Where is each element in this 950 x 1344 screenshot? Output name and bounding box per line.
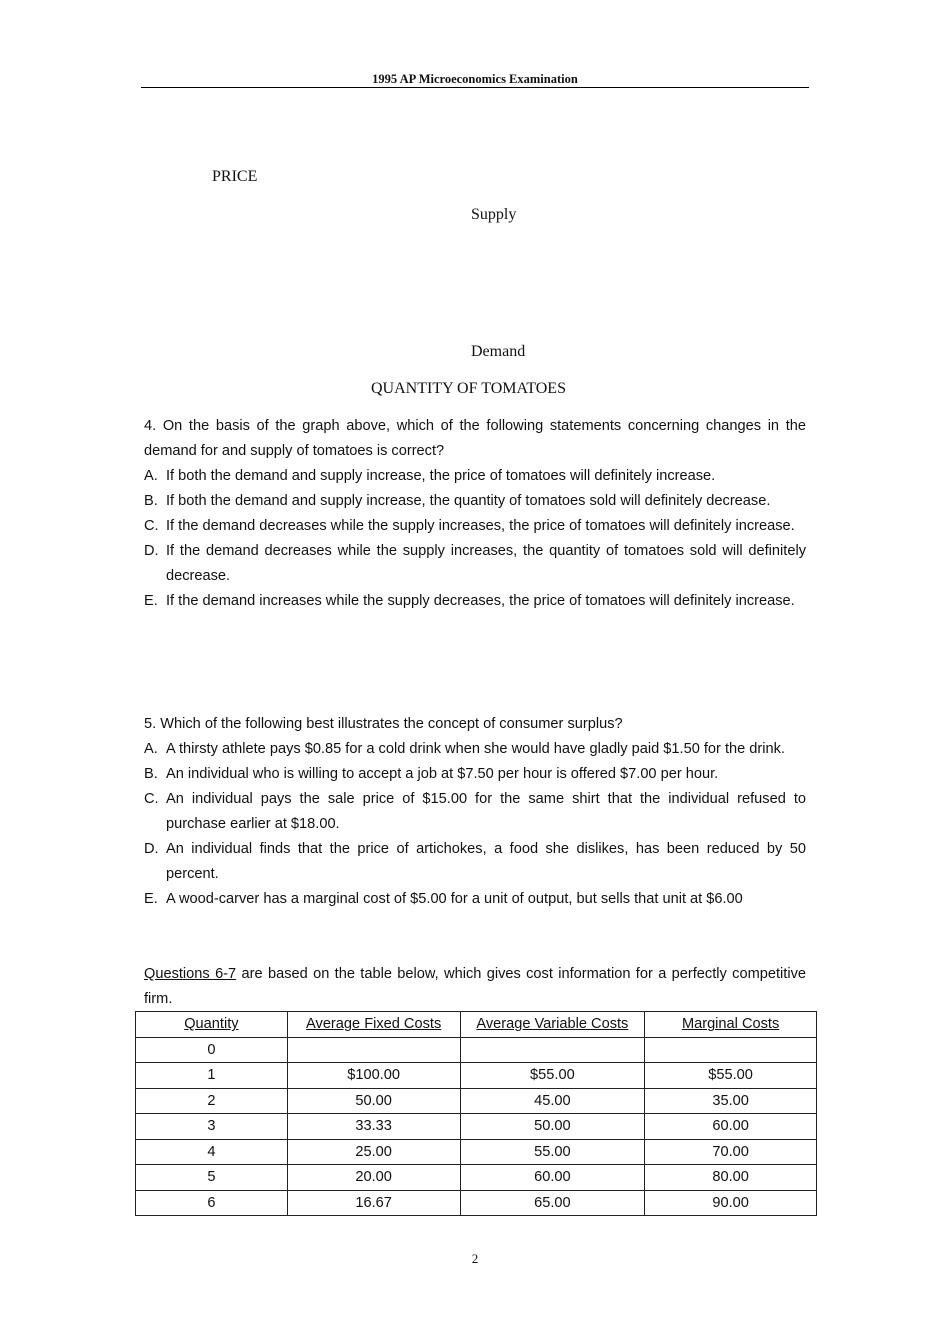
cost-table	[135, 1011, 817, 1216]
column-header-average-fixed-costs: Average Fixed Costs	[287, 1012, 460, 1038]
question-number: 5.	[144, 716, 157, 732]
cell-mc: 80.00	[645, 1165, 817, 1191]
cell-avc	[460, 1037, 645, 1063]
answer-option	[144, 737, 806, 762]
cell-mc: 70.00	[645, 1139, 817, 1165]
cell-avc: 45.00	[460, 1088, 645, 1114]
cell-avc: 50.00	[460, 1114, 645, 1140]
cell-afc: 25.00	[287, 1139, 460, 1165]
question-4	[144, 414, 806, 614]
cell-afc: 33.33	[287, 1114, 460, 1140]
graph-x-axis-label: QUANTITY OF TOMATOES	[371, 380, 566, 397]
option-letter: C.	[144, 791, 159, 807]
column-header-average-variable-costs: Average Variable Costs	[460, 1012, 645, 1038]
option-text: An individual finds that the price of artichokes, a food she dislikes, has been reduced by 50 percent.	[166, 841, 806, 882]
option-text: An individual pays the sale price of $15.00 for the same shirt that the individual refused to purchase earlier at $18.00.	[166, 791, 806, 832]
question-5	[144, 712, 806, 912]
graph-demand-label: Demand	[471, 343, 526, 360]
cell-quantity: 2	[136, 1088, 288, 1114]
table-intro	[144, 962, 806, 1012]
answer-option	[144, 762, 806, 787]
graph-y-axis-label: PRICE	[212, 168, 258, 185]
answer-option	[144, 787, 806, 837]
table-row	[136, 1165, 817, 1191]
cell-afc: 50.00	[287, 1088, 460, 1114]
cell-mc: 35.00	[645, 1088, 817, 1114]
option-text: If both the demand and supply increase, the price of tomatoes will definitely increase.	[166, 468, 716, 484]
cell-quantity: 5	[136, 1165, 288, 1191]
table-row	[136, 1114, 817, 1140]
page-header-title: 1995 AP Microeconomics Examination	[372, 72, 578, 86]
cell-mc: $55.00	[645, 1063, 817, 1089]
cell-afc: 20.00	[287, 1165, 460, 1191]
table-intro-text: are based on the table below, which gives cost information for a perfectly competitive firm.	[144, 966, 806, 1007]
answer-option	[144, 837, 806, 887]
cell-afc: 16.67	[287, 1190, 460, 1216]
answer-option	[144, 539, 806, 589]
option-letter: A.	[144, 741, 158, 757]
option-letter: D.	[144, 543, 159, 559]
option-text: A wood-carver has a marginal cost of $5.00 for a unit of output, but sells that unit at $6.00	[166, 891, 743, 907]
cell-mc: 90.00	[645, 1190, 817, 1216]
page-number: 2	[471, 1251, 479, 1266]
cell-avc: 65.00	[460, 1190, 645, 1216]
question-stem	[144, 712, 806, 737]
option-letter: E.	[144, 891, 158, 907]
option-text: An individual who is willing to accept a job at $7.50 per hour is offered $7.00 per hour.	[166, 766, 719, 782]
option-letter: A.	[144, 468, 158, 484]
cell-mc	[645, 1037, 817, 1063]
cell-afc	[287, 1037, 460, 1063]
option-text: If the demand increases while the supply decreases, the price of tomatoes will definitely increase.	[166, 593, 795, 609]
option-text: If the demand decreases while the supply increases, the price of tomatoes will definitely increase.	[166, 518, 795, 534]
option-text: If both the demand and supply increase, the quantity of tomatoes sold will definitely decrease.	[166, 493, 771, 509]
table-header-row	[136, 1012, 817, 1038]
question-stem	[144, 414, 806, 464]
answer-option	[144, 589, 806, 614]
option-text: If the demand decreases while the supply increases, the quantity of tomatoes sold will definitely decrease.	[166, 543, 806, 584]
question-text: On the basis of the graph above, which of the following statements concerning changes in the demand for and supply of tomatoes is correct?	[144, 418, 806, 459]
table-row	[136, 1063, 817, 1089]
graph-supply-label: Supply	[471, 206, 517, 223]
cell-quantity: 6	[136, 1190, 288, 1216]
cell-avc: $55.00	[460, 1063, 645, 1089]
questions-range-link: Questions 6-7	[144, 966, 237, 982]
header-rule	[141, 87, 809, 88]
cell-avc: 55.00	[460, 1139, 645, 1165]
question-text: Which of the following best illustrates the concept of consumer surplus?	[160, 716, 623, 732]
answer-option	[144, 887, 806, 912]
cell-avc: 60.00	[460, 1165, 645, 1191]
option-letter: D.	[144, 841, 159, 857]
table-row	[136, 1088, 817, 1114]
column-header-quantity: Quantity	[136, 1012, 288, 1038]
cell-quantity: 0	[136, 1037, 288, 1063]
answer-option	[144, 489, 806, 514]
table-row	[136, 1139, 817, 1165]
cell-quantity: 3	[136, 1114, 288, 1140]
cell-quantity: 4	[136, 1139, 288, 1165]
answer-option	[144, 514, 806, 539]
question-number: 4.	[144, 418, 157, 434]
option-text: A thirsty athlete pays $0.85 for a cold drink when she would have gladly paid $1.50 for the drink.	[166, 741, 785, 757]
option-letter: E.	[144, 593, 158, 609]
table-row	[136, 1190, 817, 1216]
option-letter: B.	[144, 493, 158, 509]
option-letter: C.	[144, 518, 159, 534]
column-header-marginal-costs: Marginal Costs	[645, 1012, 817, 1038]
cell-mc: 60.00	[645, 1114, 817, 1140]
option-letter: B.	[144, 766, 158, 782]
table-row	[136, 1037, 817, 1063]
cell-afc: $100.00	[287, 1063, 460, 1089]
answer-option	[144, 464, 806, 489]
cell-quantity: 1	[136, 1063, 288, 1089]
